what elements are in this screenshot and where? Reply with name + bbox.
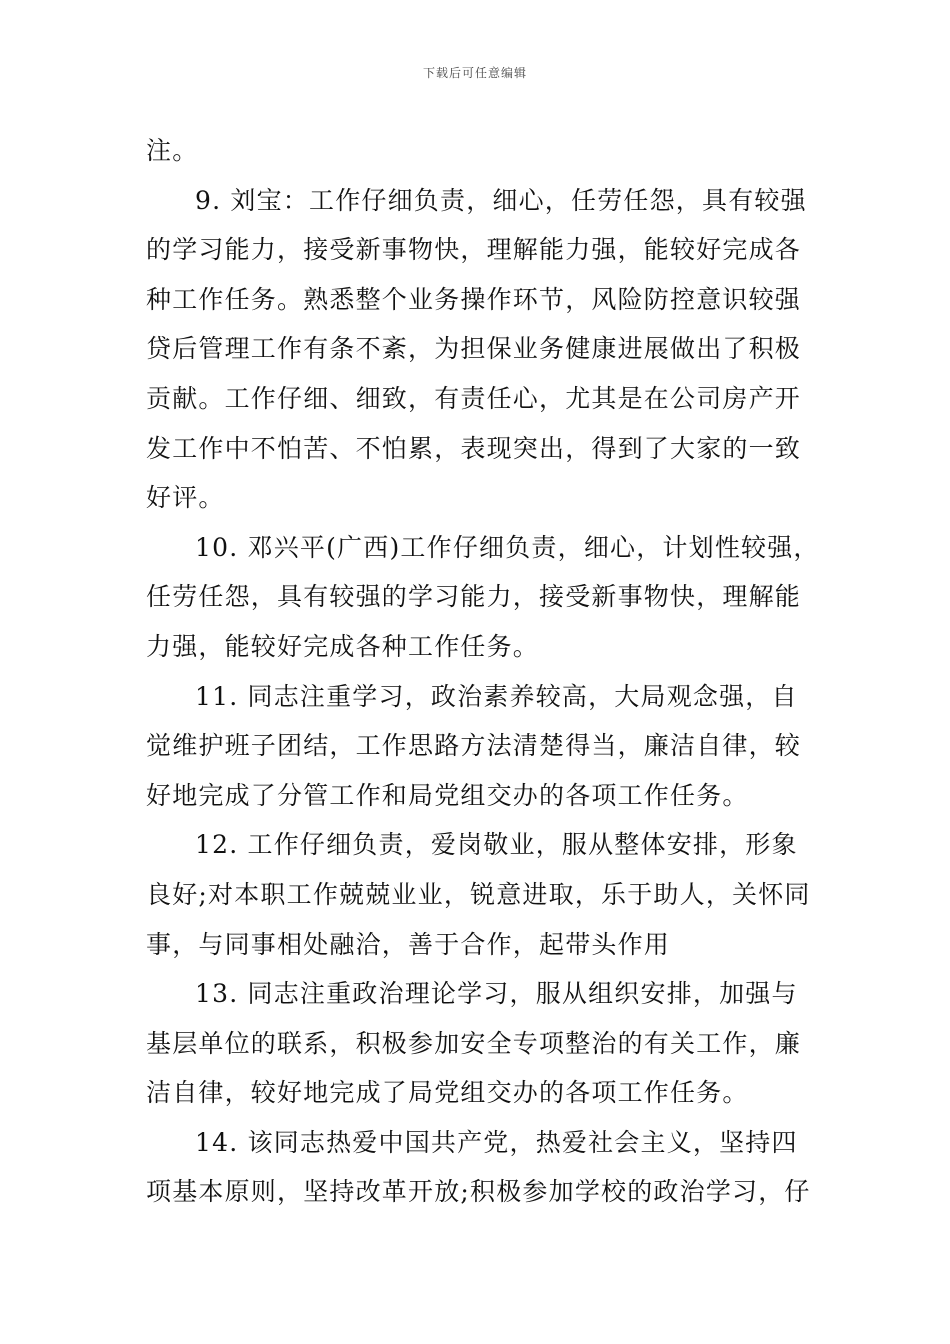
- paragraph-11-start: 11. 同志注重学习，政治素养较高，大局观念强，自: [195, 681, 798, 711]
- text-line: 种工作任务。熟悉整个业务操作环节，风险防控意识较强: [146, 284, 802, 314]
- text-line: 良好;对本职工作兢兢业业，锐意进取，乐于助人，关怀同: [146, 879, 811, 909]
- text-line: 好地完成了分管工作和局党组交办的各项工作任务。: [146, 780, 749, 810]
- text-line: 任劳任怨，具有较强的学习能力，接受新事物快，理解能: [146, 582, 802, 612]
- text-line: 项基本原则，坚持改革开放;积极参加学校的政治学习，仔: [146, 1177, 811, 1207]
- paragraph-12-start: 12. 工作仔细负责，爱岗敬业，服从整体安排，形象: [195, 830, 798, 860]
- page-header: 下载后可任意编辑: [422, 66, 527, 80]
- text-line: 的学习能力，接受新事物快，理解能力强，能较好完成各: [146, 235, 802, 265]
- text-line: 注。: [146, 136, 199, 165]
- text-line: 事，与同事相处融洽，善于合作，起带头作用: [146, 929, 671, 959]
- text-line: 基层单位的联系，积极参加安全专项整治的有关工作，廉: [146, 1028, 802, 1058]
- text-line: 发工作中不怕苦、不怕累，表现突出，得到了大家的一致: [146, 433, 802, 463]
- paragraph-13-start: 13. 同志注重政治理论学习，服从组织安排，加强与: [195, 979, 798, 1009]
- paragraph-10-start: 10. 邓兴平(广西)工作仔细负责，细心，计划性较强，: [195, 532, 820, 562]
- paragraph-9-start: 9. 刘宝：工作仔细负责，细心，任劳任怨，具有较强: [195, 185, 807, 215]
- text-line: 贷后管理工作有条不紊，为担保业务健康进展做出了积极: [146, 334, 802, 364]
- document-body: [146, 126, 836, 1217]
- text-line: 洁自律，较好地完成了局党组交办的各项工作任务。: [146, 1078, 749, 1108]
- text-line: 觉维护班子团结，工作思路方法清楚得当，廉洁自律，较: [146, 731, 802, 761]
- text-line: 力强，能较好完成各种工作任务。: [146, 631, 540, 661]
- text-line: 贡献。工作仔细、细致，有责任心，尤其是在公司房产开: [146, 383, 802, 413]
- text-line: 好评。: [146, 483, 225, 513]
- paragraph-14-start: 14. 该同志热爱中国共产党，热爱社会主义，坚持四: [195, 1127, 798, 1157]
